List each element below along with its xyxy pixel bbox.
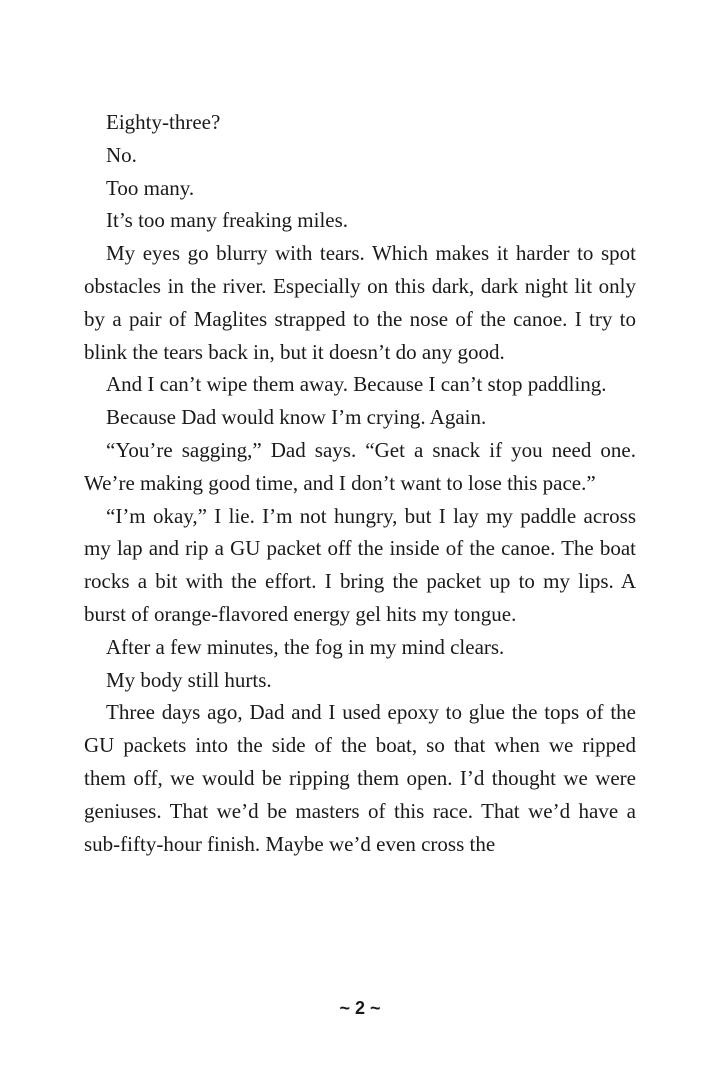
paragraph: No.	[106, 142, 137, 167]
paragraph: My eyes go blurry with tears. Which makes it harder to spot obstacles in the river. Especially on this dark, dark night lit only by a pair of Maglites strapped to the nose of the canoe. I try to blink the tears back in, but it doesn’t do any good.	[84, 241, 636, 364]
paragraph: Because Dad would know I’m crying. Again.	[106, 405, 487, 430]
paragraph: After a few minutes, the fog in my mind clears.	[106, 634, 505, 659]
paragraph: “You’re sagging,” Dad says. “Get a snack if you need one. We’re making good time, and I don’t want to lose this pace.”	[84, 437, 636, 495]
page-number: ~ 2 ~	[339, 998, 381, 1018]
paragraph: Three days ago, Dad and I used epoxy to glue the tops of the GU packets into the side of the boat, so that when we ripped them off, we would be ripping them open. I’d thought we were geniuses. That we’d be masters of this race. That we’d have a sub-fifty-hour finish. Maybe we’d even cross the	[84, 700, 636, 856]
paragraph: It’s too many freaking miles.	[106, 208, 349, 233]
paragraph: My body still hurts.	[106, 667, 272, 692]
paragraph: Eighty-three?	[106, 110, 221, 134]
paragraph: And I can’t wipe them away. Because I can’t stop paddling.	[106, 372, 607, 397]
paragraph: “I’m okay,” I lie. I’m not hungry, but I lay my paddle across my lap and rip a GU packet off the inside of the canoe. The boat rocks a bit with the effort. I bring the packet up to my lips. A burst of orange-flavored energy gel hits my tongue.	[84, 503, 636, 626]
page-body	[84, 106, 636, 860]
paragraph: Too many.	[106, 175, 195, 200]
